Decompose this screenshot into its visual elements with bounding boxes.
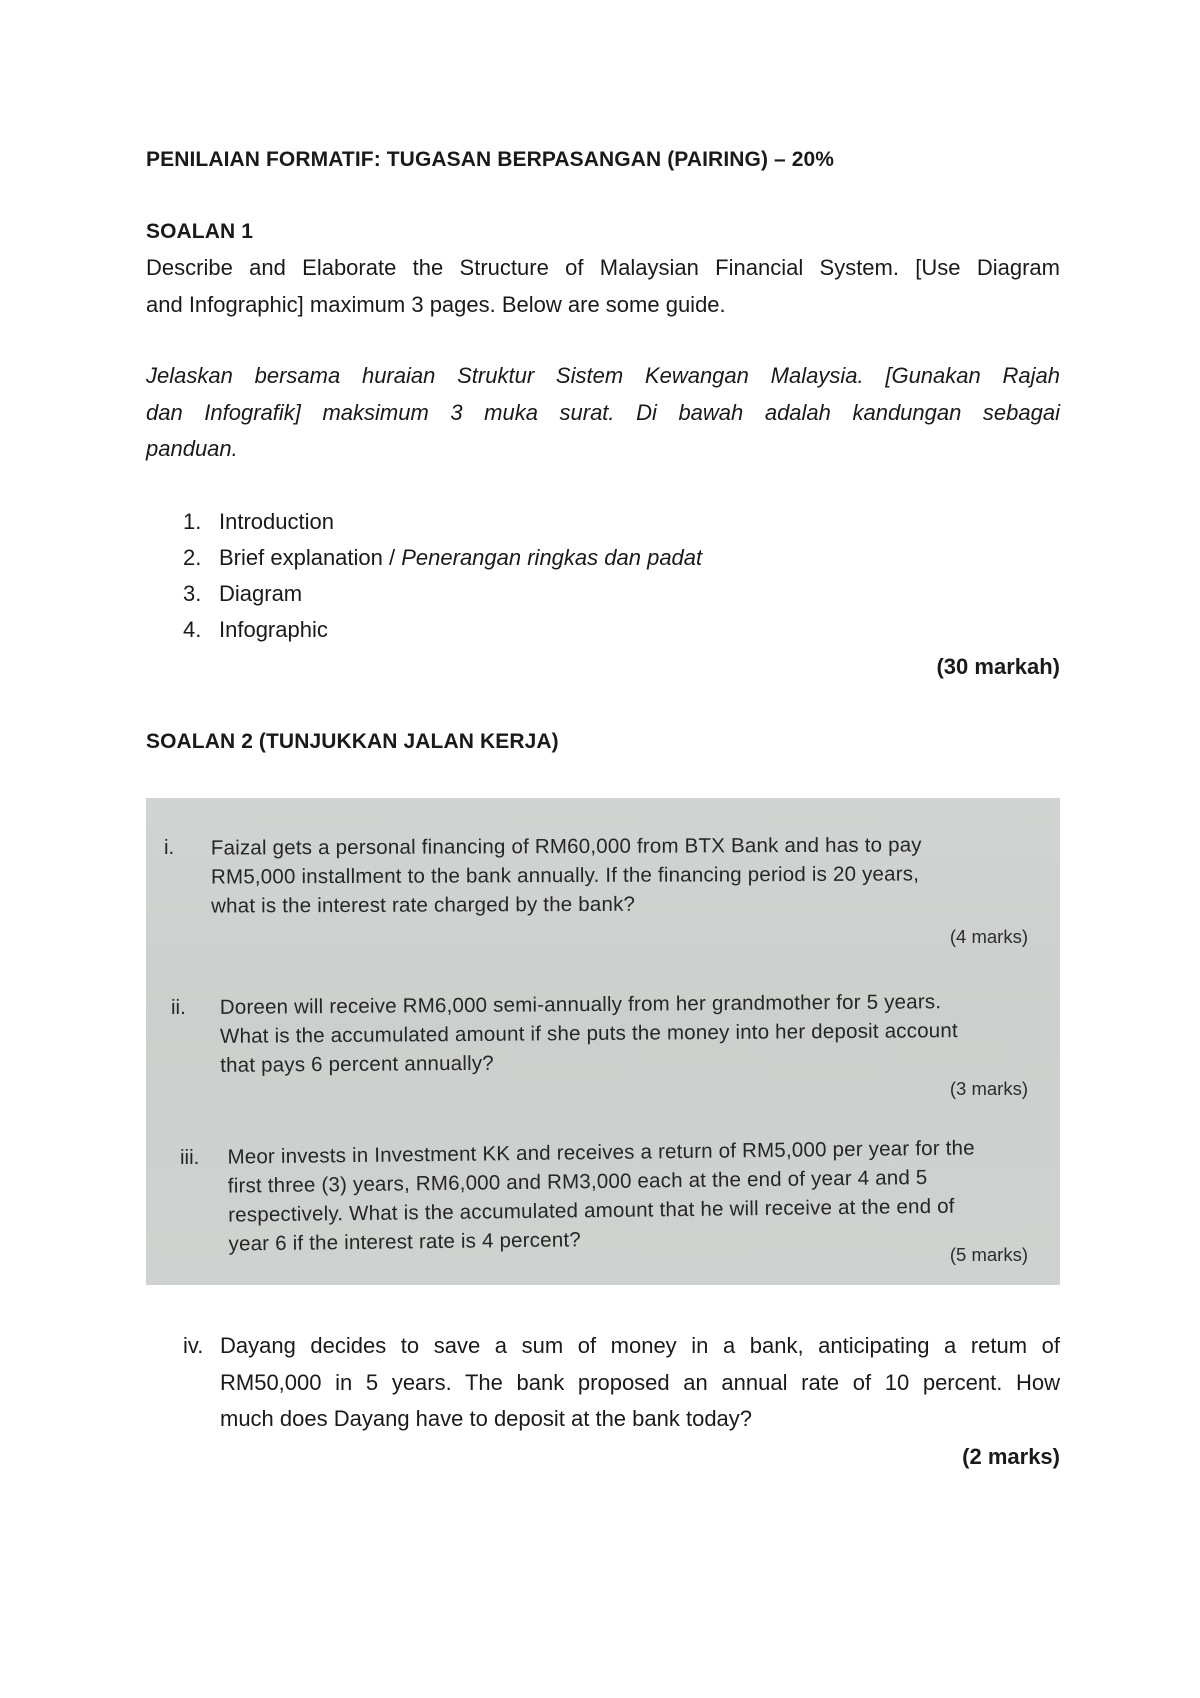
- question-1-marks: (30 markah): [936, 654, 1060, 679]
- malay-line-1: Jelaskan bersama huraian Struktur Sistem Kewangan Malaysia. [Gunakan Rajah: [146, 363, 1060, 388]
- item-iii-line-3: respectively. What is the accumulated amount that he will receive at the end of: [228, 1194, 955, 1227]
- malay-line-2: dan Infografik] maksimum 3 muka surat. Di bawah adalah kandungan sebagai: [146, 399, 1060, 425]
- item-iii-number: iii.: [180, 1146, 200, 1169]
- question-1-malay-text: [146, 358, 1060, 468]
- item-iv-line-3: much does Dayang have to deposit at the bank today?: [220, 1406, 753, 1431]
- item-i-line-2: RM5,000 installment to the bank annually. If the financing period is 20 years,: [210, 862, 920, 889]
- item-i-line-3: what is the interest rate charged by the bank?: [211, 892, 636, 918]
- list-item: [183, 540, 702, 576]
- item-ii-marks: (3 marks): [949, 1078, 1028, 1099]
- list-item-italic-text: Penerangan ringkas dan padat: [401, 545, 703, 570]
- item-iv-line-1: Dayang decides to save a sum of money in a bank, anticipating a retum of: [220, 1333, 1060, 1358]
- list-item-text: Brief explanation /: [219, 545, 402, 570]
- item-iii-line-1: Meor invests in Investment KK and receives a return of RM5,000 per year for the: [227, 1136, 975, 1169]
- question-1-english-text: [146, 250, 1060, 323]
- item-iv-text: [220, 1328, 1060, 1438]
- question-photo: [146, 798, 1060, 1285]
- item-i-line-1: Faizal gets a personal financing of RM60,000 from BTX Bank and has to pay: [210, 833, 922, 860]
- list-item-number: 3.: [183, 581, 202, 606]
- item-i-marks: (4 marks): [949, 926, 1028, 947]
- document-title: PENILAIAN FORMATIF: TUGASAN BERPASANGAN (PAIRING) – 20%: [146, 148, 835, 171]
- item-iv-number: iv.: [183, 1333, 204, 1358]
- list-item-text: Diagram: [219, 581, 303, 606]
- malay-line-3: panduan.: [146, 436, 238, 461]
- list-item-number: 1.: [183, 509, 202, 534]
- item-iii-line-2: first three (3) years, RM6,000 and RM3,000 each at the end of year 4 and 5: [227, 1166, 928, 1198]
- list-item: [183, 504, 334, 540]
- list-item: [183, 576, 302, 612]
- question-1-heading: SOALAN 1: [146, 220, 253, 243]
- item-iv-marks: (2 marks): [962, 1444, 1060, 1469]
- list-item-number: 2.: [183, 545, 202, 570]
- list-item: [183, 612, 328, 648]
- item-ii-number: ii.: [171, 996, 186, 1019]
- english-line-1: Describe and Elaborate the Structure of Malaysian Financial System. [Use Diagram: [146, 255, 1060, 280]
- item-ii-line-2: What is the accumulated amount if she puts the money into her deposit account: [219, 1019, 958, 1048]
- item-iii-text: [227, 1133, 976, 1258]
- english-line-2: and Infographic] maximum 3 pages. Below are some guide.: [146, 291, 726, 317]
- item-i-number: i.: [164, 836, 175, 859]
- item-iii-line-4: year 6 if the interest rate is 4 percent?: [228, 1228, 582, 1256]
- list-item-number: 4.: [183, 617, 202, 642]
- list-item-text: Infographic: [219, 617, 328, 642]
- item-ii-line-1: Doreen will receive RM6,000 semi-annually from her grandmother for 5 years.: [219, 990, 942, 1019]
- item-i-text: [211, 830, 922, 920]
- list-item-text: Introduction: [219, 509, 334, 534]
- item-iii-marks: (5 marks): [949, 1244, 1028, 1265]
- item-ii-line-3: that pays 6 percent annually?: [220, 1051, 494, 1077]
- item-ii-text: [220, 987, 959, 1080]
- item-iv-line-2: RM50,000 in 5 years. The bank proposed an annual rate of 10 percent. How: [220, 1369, 1060, 1395]
- question-2-heading: SOALAN 2 (TUNJUKKAN JALAN KERJA): [146, 730, 559, 753]
